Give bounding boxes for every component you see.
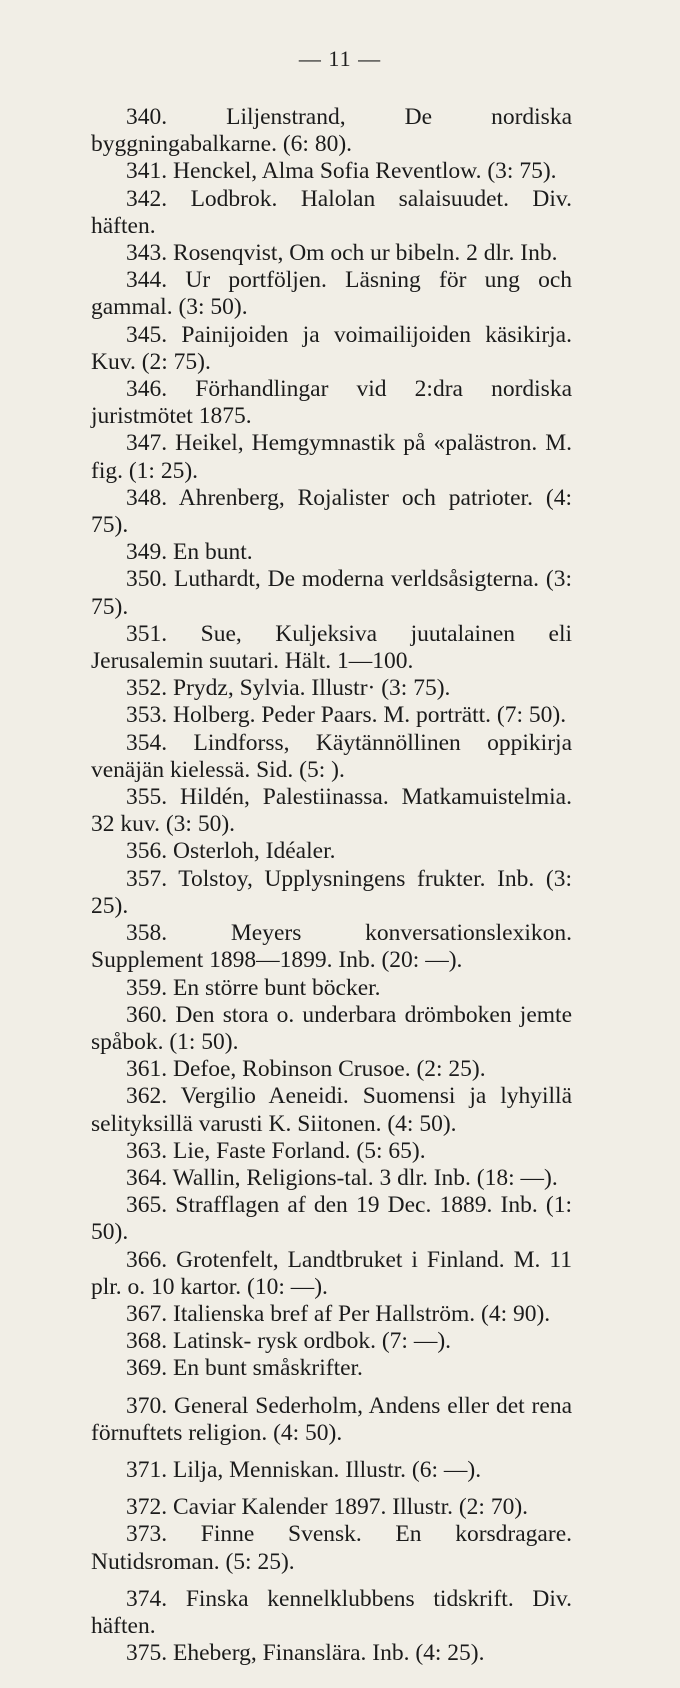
entry-number: 359. bbox=[126, 974, 168, 1001]
entry-number: 345. bbox=[126, 321, 168, 348]
entry-number: 349. bbox=[126, 539, 168, 566]
catalog-entry bbox=[91, 267, 572, 321]
entry-text: Den stora o. underbara drömboken jemte spåbok. (1: 50). bbox=[91, 1001, 573, 1055]
entry-text: Caviar Kalender 1897. Illustr. (2: 70). bbox=[173, 1494, 529, 1521]
entry-number: 361. bbox=[126, 1056, 168, 1083]
entry-number: 372. bbox=[126, 1494, 168, 1521]
entry-number: 356. bbox=[126, 838, 168, 865]
catalog-entry bbox=[91, 1192, 572, 1246]
entry-text: Finne Svensk. En korsdragare. Nutidsroman. (5: 25). bbox=[91, 1521, 572, 1575]
entry-number: 363. bbox=[126, 1137, 168, 1164]
entry-number: 375. bbox=[126, 1640, 168, 1667]
entry-number: 370. bbox=[126, 1392, 168, 1419]
catalog-entry bbox=[91, 975, 572, 1002]
entry-text: Förhandlingar vid 2:dra nordiska juristmötet 1875. bbox=[91, 376, 572, 430]
catalog-entry bbox=[91, 621, 572, 675]
entry-text: Rosenqvist, Om och ur bibeln. 2 dlr. Inb. bbox=[173, 240, 558, 267]
entry-number: 350. bbox=[126, 566, 168, 593]
entry-number: 371. bbox=[126, 1456, 168, 1483]
entry-number: 364. bbox=[126, 1164, 168, 1191]
entry-text: Ahrenberg, Rojalister och patrioter. (4: 75). bbox=[91, 484, 572, 539]
entry-text: Eheberg, Finanslära. Inb. (4: 25). bbox=[173, 1640, 485, 1667]
catalog-entry bbox=[91, 1640, 572, 1667]
entry-number: 344. bbox=[126, 267, 168, 294]
entry-text: Hildén, Palestiinassa. Matkamuistelmia. 32 kuv. (3: 50). bbox=[91, 784, 572, 838]
entry-text: En större bunt böcker. bbox=[173, 974, 381, 1001]
entry-number: 357. bbox=[126, 865, 168, 892]
catalog-entry bbox=[91, 376, 572, 430]
entry-text: Lindforss, Käytännöllinen oppikirja venäjän kielessä. Sid. (5: ). bbox=[91, 729, 572, 783]
entry-text: Osterloh, Idéaler. bbox=[173, 838, 336, 865]
entry-number: 366. bbox=[126, 1246, 168, 1273]
entry-number: 368. bbox=[126, 1328, 168, 1355]
entry-text: Lilja, Menniskan. Illustr. (6: —). bbox=[173, 1456, 482, 1483]
entry-text: Painijoiden ja voimailijoiden käsikirja. Kuv. (2: 75). bbox=[91, 321, 572, 375]
catalog-entry bbox=[91, 1138, 572, 1165]
entry-number: 365. bbox=[126, 1192, 168, 1219]
entry-number: 358. bbox=[126, 920, 168, 947]
catalog-entry bbox=[91, 1301, 572, 1328]
entry-text: Meyers konversationslexikon. Supplement 1898—1899. Inb. (20: —). bbox=[91, 920, 572, 974]
catalog-entry bbox=[91, 1355, 572, 1382]
catalog-entry bbox=[91, 539, 572, 566]
entry-text: Luthardt, De moderna verldsåsigterna. (3: 75). bbox=[91, 566, 572, 620]
entry-text: En bunt småskrifter. bbox=[173, 1355, 363, 1382]
catalog-entry bbox=[91, 1002, 572, 1056]
entry-text: Italienska bref af Per Hallström. (4: 90). bbox=[173, 1300, 551, 1327]
catalog-entry bbox=[91, 104, 572, 158]
catalog-entry bbox=[91, 730, 572, 784]
entry-number: 351. bbox=[126, 620, 168, 647]
catalog-entry bbox=[91, 430, 572, 484]
catalog-entry bbox=[91, 784, 572, 838]
page-number: — 11 — bbox=[298, 46, 382, 71]
entry-number: 354. bbox=[126, 729, 168, 756]
catalog-entry bbox=[91, 322, 572, 376]
entry-number: 342. bbox=[126, 185, 168, 212]
entry-text: Holberg. Peder Paars. M. porträtt. (7: 50). bbox=[173, 702, 567, 729]
entry-number: 343. bbox=[126, 240, 168, 267]
entry-number: 369. bbox=[126, 1355, 168, 1382]
entry-text: Ur portföljen. Läsning för ung och gammal. (3: 50). bbox=[91, 267, 573, 321]
catalog-entry bbox=[91, 1586, 572, 1640]
entry-text: Vergilio Aeneidi. Suomensi ja lyhyillä selityksillä varusti K. Siitonen. (4: 50). bbox=[91, 1083, 573, 1137]
entry-text: Grotenfelt, Landtbruket i Finland. M. 11 plr. o. 10 kartor. (10: —). bbox=[91, 1246, 573, 1300]
catalog-entry bbox=[91, 838, 572, 865]
entry-number: 367. bbox=[126, 1300, 168, 1327]
entry-number: 362. bbox=[126, 1083, 168, 1110]
catalog-entry bbox=[91, 1056, 572, 1083]
entry-text: Defoe, Robinson Crusoe. (2: 25). bbox=[173, 1056, 486, 1083]
entry-number: 340. bbox=[126, 104, 168, 130]
entry-text: Heikel, Hemgymnastik på «palästron. M. fig. (1: 25). bbox=[91, 430, 573, 484]
catalog-entry bbox=[91, 485, 572, 539]
catalog-entry bbox=[91, 1393, 572, 1447]
entry-text: Latinsk- rysk ordbok. (7: —). bbox=[173, 1328, 452, 1355]
entry-text: Henckel, Alma Sofia Reventlow. (3: 75). bbox=[173, 158, 557, 185]
catalog-entry bbox=[91, 1494, 572, 1521]
catalog-entry bbox=[91, 1457, 572, 1484]
catalog-entry bbox=[91, 1083, 572, 1137]
entry-number: 355. bbox=[126, 784, 168, 811]
catalog-entry bbox=[91, 920, 572, 974]
entry-number: 374. bbox=[126, 1585, 168, 1612]
catalog-entry-list bbox=[91, 104, 572, 1667]
entry-text: Wallin, Religions-tal. 3 dlr. Inb. (18: —). bbox=[172, 1164, 558, 1191]
entry-text: Sue, Kuljeksiva juutalainen eli Jerusalemin suutari. Hält. 1—100. bbox=[91, 620, 572, 675]
catalog-entry bbox=[91, 566, 572, 620]
entry-text: En bunt. bbox=[173, 539, 253, 566]
catalog-entry bbox=[91, 866, 572, 920]
entry-text: Liljenstrand, De nordiska byggningabalkarne. (6: 80). bbox=[91, 104, 573, 158]
entry-number: 348. bbox=[126, 484, 168, 511]
catalog-entry bbox=[91, 1328, 572, 1355]
entry-number: 346. bbox=[126, 376, 168, 403]
catalog-entry bbox=[91, 1165, 572, 1192]
entry-text: Lodbrok. Halolan salaisuudet. Div. häften. bbox=[91, 185, 573, 239]
catalog-entry bbox=[91, 1247, 572, 1301]
entry-number: 341. bbox=[126, 158, 168, 185]
entry-number: 347. bbox=[126, 430, 168, 457]
entry-text: Lie, Faste Forland. (5: 65). bbox=[173, 1137, 426, 1164]
entry-number: 353. bbox=[126, 702, 168, 729]
entry-text: Tolstoy, Upplysningens frukter. Inb. (3: 25). bbox=[91, 865, 572, 919]
catalog-entry bbox=[91, 702, 572, 729]
entry-number: 352. bbox=[126, 675, 168, 702]
entry-text: General Sederholm, Andens eller det rena förnuftets religion. (4: 50). bbox=[91, 1392, 572, 1446]
entry-text: Finska kennelklubbens tidskrift. Div. häften. bbox=[91, 1585, 572, 1639]
entry-number: 373. bbox=[126, 1521, 168, 1548]
entry-number: 360. bbox=[126, 1001, 168, 1028]
catalog-entry bbox=[91, 158, 572, 185]
catalog-entry bbox=[91, 1521, 572, 1575]
catalog-entry bbox=[91, 240, 572, 267]
entry-text: Strafflagen af den 19 Dec. 1889. Inb. (1: 50). bbox=[91, 1192, 573, 1246]
entry-text: Prydz, Sylvia. Illustr· (3: 75). bbox=[173, 675, 451, 702]
catalog-entry bbox=[91, 675, 572, 702]
catalog-entry bbox=[91, 186, 572, 240]
